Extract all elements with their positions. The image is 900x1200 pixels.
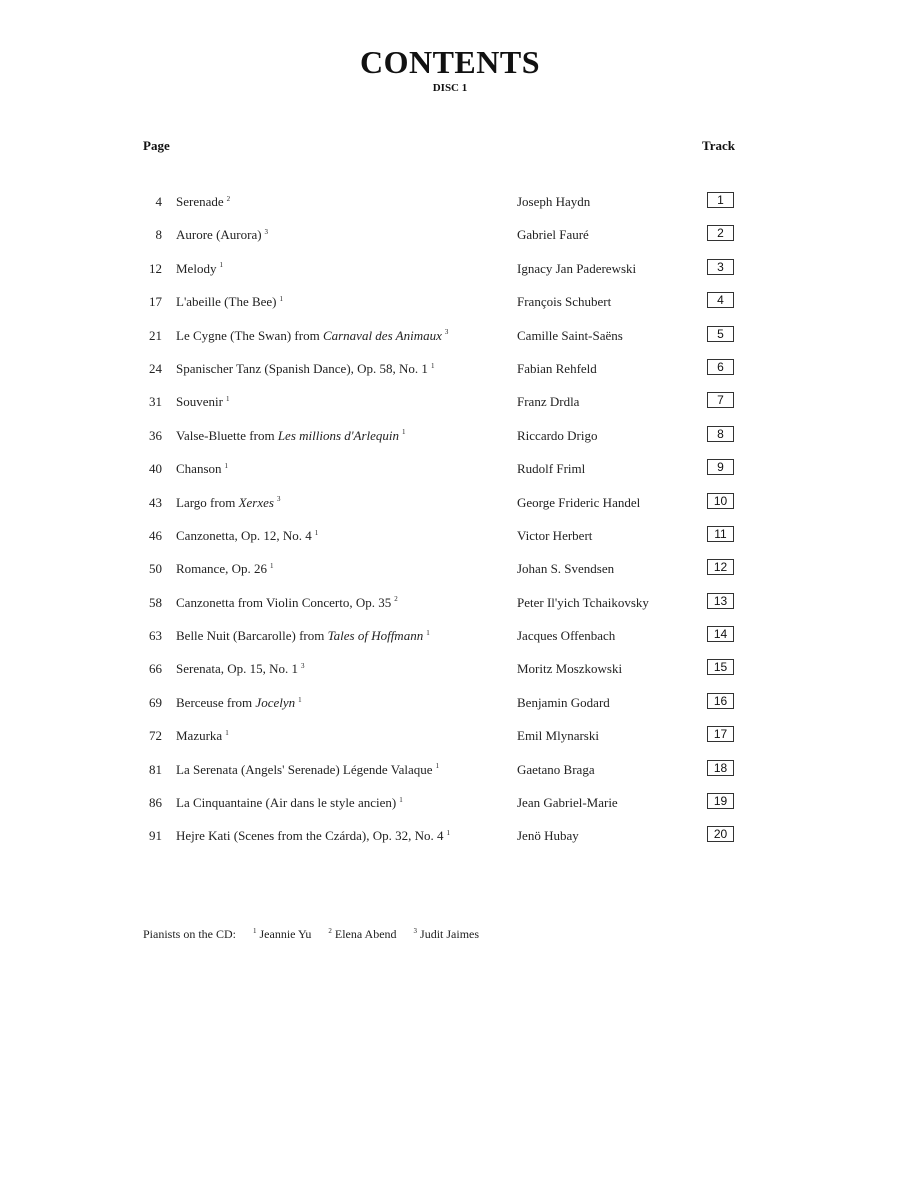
track-number-box: 9 bbox=[707, 459, 734, 475]
track-column-header: Track bbox=[702, 138, 735, 153]
track-number-box: 12 bbox=[707, 559, 734, 575]
track-number-box: 14 bbox=[707, 626, 734, 642]
composer: Fabian Rehfeld bbox=[517, 360, 597, 376]
list-item bbox=[0, 720, 900, 753]
pianist-footnote: 1 bbox=[224, 461, 228, 470]
composer: Franz Drdla bbox=[517, 394, 580, 410]
contents-list bbox=[0, 186, 900, 854]
page-number: 8 bbox=[155, 227, 162, 243]
page-number: 46 bbox=[149, 527, 162, 543]
composer: Johan S. Svendsen bbox=[517, 561, 615, 577]
composer: Ignacy Jan Paderewski bbox=[517, 260, 637, 276]
pianist-name: Judit Jaimes bbox=[420, 927, 480, 941]
track-number-box: 1 bbox=[707, 192, 734, 208]
list-item bbox=[0, 487, 900, 520]
pianist-footnote: 1 bbox=[219, 261, 223, 270]
piece-title: Canzonetta from Violin Concerto, Op. 35 $^2$ bbox=[176, 594, 398, 610]
composer: Benjamin Godard bbox=[517, 694, 610, 710]
pianist-footnote: 1 bbox=[225, 395, 230, 404]
track-number-box: 3 bbox=[707, 259, 734, 275]
composer: Gabriel Fauré bbox=[517, 227, 589, 243]
page-number: 81 bbox=[149, 761, 162, 777]
composer: Jenö Hubay bbox=[517, 828, 579, 844]
list-item bbox=[0, 186, 900, 219]
list-item bbox=[0, 553, 900, 586]
piece-title: La Serenata (Angels' Serenade) Légende Valaque $^1$ bbox=[176, 761, 440, 777]
list-item bbox=[0, 386, 900, 419]
piece-title: La Cinquantaine (Air dans le style ancien) $^1$ bbox=[176, 795, 403, 811]
piece-title: Aurore (Aurora) $^3$ bbox=[176, 227, 269, 243]
page-column-header: Page bbox=[143, 138, 170, 153]
track-number-box: 2 bbox=[707, 225, 734, 241]
pianist-footnote: 1 bbox=[298, 695, 302, 704]
composer: Moritz Moszkowski bbox=[517, 661, 623, 677]
page-number: 36 bbox=[149, 427, 162, 443]
page-number: 58 bbox=[149, 594, 162, 610]
list-item bbox=[0, 687, 900, 720]
page-number: 40 bbox=[149, 461, 162, 477]
pianist-footnote: 1 bbox=[269, 561, 274, 570]
list-item bbox=[0, 754, 900, 787]
piece-title: Largo from Xerxes $^3$ bbox=[176, 494, 281, 510]
page-number: 66 bbox=[149, 661, 162, 677]
page-number: 31 bbox=[149, 394, 162, 410]
list-item bbox=[0, 420, 900, 453]
disc-subtitle: DISC 1 bbox=[432, 82, 468, 94]
pianist-footnote: 3 bbox=[301, 662, 305, 671]
page-number: 72 bbox=[149, 728, 162, 744]
piece-title: Chanson $^1$ bbox=[176, 461, 228, 477]
track-number-box: 4 bbox=[707, 292, 734, 308]
pianist-footnote: 1 bbox=[402, 428, 406, 437]
track-number-box: 8 bbox=[707, 426, 734, 442]
piece-title: L'abeille (The Bee) $^1$ bbox=[176, 294, 284, 310]
piece-title: Belle Nuit (Barcarolle) from Tales of Hoffmann $^1$ bbox=[176, 628, 430, 644]
track-number-box: 5 bbox=[707, 326, 734, 342]
track-number-box: 20 bbox=[707, 826, 734, 842]
composer: Victor Herbert bbox=[517, 527, 593, 543]
track-number-box: 11 bbox=[707, 526, 734, 542]
composer: George Frideric Handel bbox=[517, 494, 641, 510]
pianist-name: Elena Abend bbox=[334, 927, 397, 941]
page-number: 4 bbox=[155, 194, 162, 209]
track-number-box: 15 bbox=[707, 659, 734, 675]
pianist-footnote: 1 bbox=[314, 528, 319, 537]
composer: Peter Il'yich Tchaikovsky bbox=[517, 594, 649, 610]
pianist-footnote: 2 bbox=[226, 194, 231, 203]
list-item bbox=[0, 520, 900, 553]
pianist-footnote: 3 bbox=[276, 495, 281, 504]
piece-title: Serenata, Op. 15, No. 1 $^3$ bbox=[176, 661, 305, 677]
pianist-footnote: 1 bbox=[399, 795, 403, 804]
piece-title: Souvenir $^1$ bbox=[176, 394, 230, 410]
pianist-footnote: 1 bbox=[446, 829, 450, 838]
composer: François Schubert bbox=[517, 294, 612, 310]
list-item bbox=[0, 453, 900, 486]
composer: Jacques Offenbach bbox=[517, 628, 616, 644]
composer: Rudolf Friml bbox=[517, 461, 586, 477]
piece-title: Serenade $^2$ bbox=[176, 194, 231, 209]
pianist-footnote: 1 bbox=[426, 628, 430, 637]
track-number-box: 7 bbox=[707, 392, 734, 408]
piece-title: Valse-Bluette from Les millions d'Arlequin $^1$ bbox=[176, 427, 406, 443]
piece-title: Canzonetta, Op. 12, No. 4 $^1$ bbox=[176, 527, 319, 543]
list-item bbox=[0, 253, 900, 286]
track-number-box: 19 bbox=[707, 793, 734, 809]
list-item bbox=[0, 286, 900, 319]
composer: Jean Gabriel-Marie bbox=[517, 795, 618, 811]
list-item bbox=[0, 653, 900, 686]
list-item bbox=[0, 820, 900, 853]
piece-title: Spanischer Tanz (Spanish Dance), Op. 58, No. 1 $^1$ bbox=[176, 360, 435, 376]
list-item bbox=[0, 620, 900, 653]
page-number: 50 bbox=[149, 561, 162, 577]
pianist-footnote: 1 bbox=[279, 294, 284, 303]
list-item bbox=[0, 219, 900, 252]
pianist-footnote: 1 bbox=[435, 762, 440, 771]
track-number-box: 6 bbox=[707, 359, 734, 375]
pianist-footnote: 1 bbox=[430, 361, 435, 370]
composer: Gaetano Braga bbox=[517, 761, 595, 777]
pianists-label: Pianists on the CD: bbox=[143, 927, 237, 941]
list-item bbox=[0, 320, 900, 353]
page-number: 69 bbox=[149, 694, 162, 710]
list-item bbox=[0, 353, 900, 386]
track-number-box: 10 bbox=[707, 493, 734, 509]
pianist-name: Jeannie Yu bbox=[259, 927, 312, 941]
pianist-footnote: 1 bbox=[225, 728, 229, 737]
list-item bbox=[0, 787, 900, 820]
piece-title: Le Cygne (The Swan) from Carnaval des Animaux $^3$ bbox=[176, 327, 449, 343]
page-number: 86 bbox=[149, 795, 162, 811]
track-number-box: 16 bbox=[707, 693, 734, 709]
page-number: 12 bbox=[149, 260, 162, 276]
page-number: 43 bbox=[149, 494, 162, 510]
list-item bbox=[0, 587, 900, 620]
piece-title: Mazurka $^1$ bbox=[176, 728, 229, 744]
track-number-box: 18 bbox=[707, 760, 734, 776]
composer: Joseph Haydn bbox=[517, 194, 591, 209]
pianists-footnote: Pianists on the CD: $^1$ Jeannie Yu $^2$ Elena Abend $^3$ Judit Jaimes bbox=[143, 927, 480, 941]
composer: Emil Mlynarski bbox=[517, 728, 599, 744]
piece-title: Berceuse from Jocelyn $^1$ bbox=[176, 694, 302, 710]
piece-title: Romance, Op. 26 $^1$ bbox=[176, 561, 274, 577]
page-number: 24 bbox=[149, 360, 162, 376]
composer: Riccardo Drigo bbox=[517, 427, 598, 443]
track-number-box: 13 bbox=[707, 593, 734, 609]
page-title: CONTENTS bbox=[359, 44, 541, 80]
page-number: 17 bbox=[149, 294, 162, 310]
piece-title: Melody $^1$ bbox=[176, 260, 223, 276]
pianist-footnote: 2 bbox=[394, 595, 398, 604]
pianist-footnote: 3 bbox=[444, 328, 449, 337]
track-number-box: 17 bbox=[707, 726, 734, 742]
page-number: 21 bbox=[149, 327, 162, 343]
page-number: 63 bbox=[149, 628, 162, 644]
pianist-footnote: 3 bbox=[264, 228, 269, 237]
page-number: 91 bbox=[149, 828, 162, 844]
piece-title: Hejre Kati (Scenes from the Czárda), Op. 32, No. 4 $^1$ bbox=[176, 828, 450, 844]
composer: Camille Saint-Saëns bbox=[517, 327, 623, 343]
